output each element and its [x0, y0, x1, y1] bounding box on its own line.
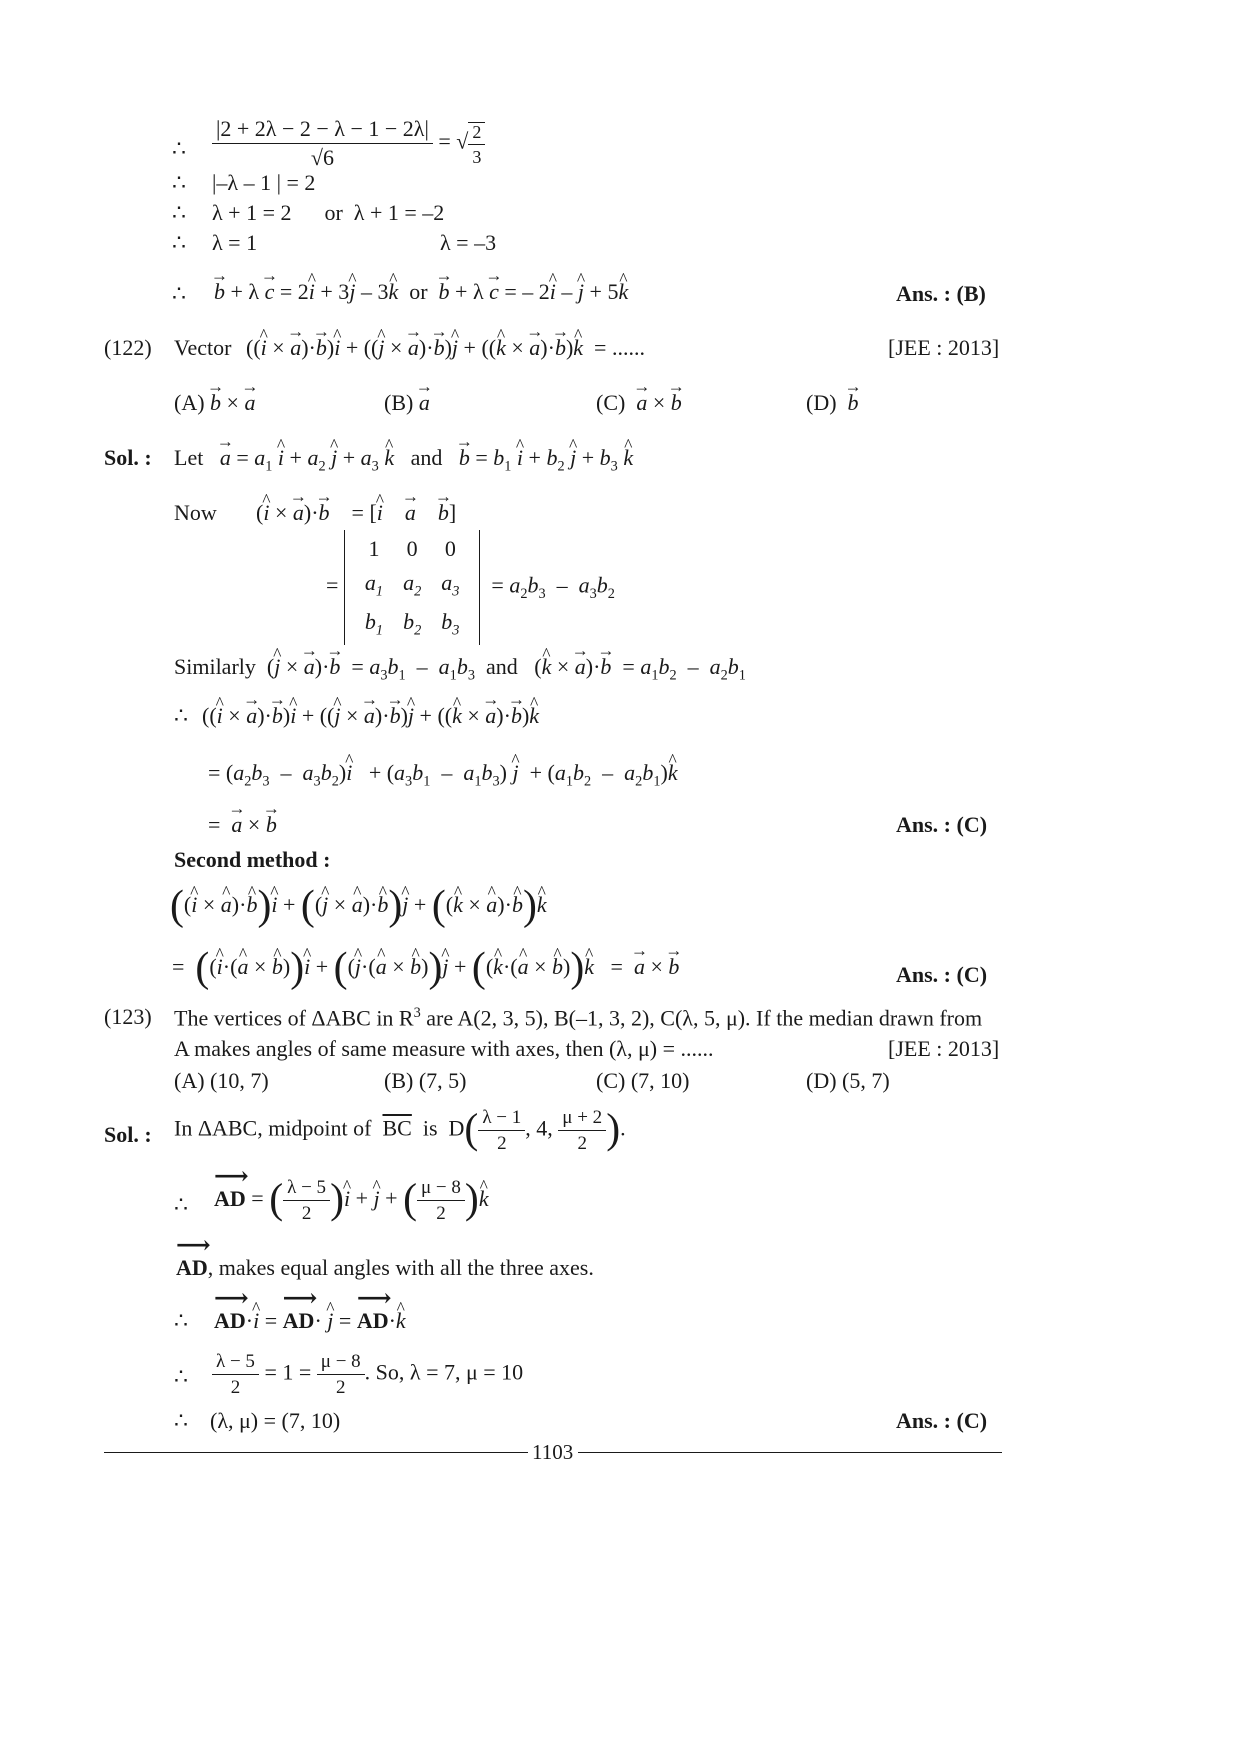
option-122-d: (D) → b [806, 392, 859, 414]
question-123-number: (123) [104, 1004, 152, 1029]
therefore-4: ∴ [172, 230, 186, 255]
solution-label-122: Sol. : [104, 445, 152, 470]
sum-expression: ((^ i × → a)·→ b)^ i + ((^ j × → a)·→ b)^ j + ((^ k × → a)·→ b)^ k [202, 705, 539, 727]
question-122-number: (122) [104, 335, 152, 360]
vector-result: → b + λ → c = 2^ i + 3^ j – 3^ k or → b + λ → c = – 2^ i – ^ j + 5^ k [214, 281, 628, 303]
option-122-a: (A) → b × → a [174, 392, 255, 414]
solution-label-123: Sol. : [104, 1122, 152, 1147]
footer-rule-right [578, 1452, 1002, 1453]
determinant: = 1 0 0 $a_1$ $a_2$ $a_3$ $b_1$ $b_2$ $b_3$ = $a_2b_3 - a_3b_2$ [326, 530, 615, 645]
question-123-exam: [JEE : 2013] [888, 1036, 1000, 1061]
therefore-6: ∴ [174, 703, 188, 728]
question-123-line1: The vertices of ΔABC in $R^3$ are A(2, 3, 5), B(–1, 3, 2), C(λ, 5, μ). If the median drawn from [174, 1005, 983, 1031]
answer-123: Ans. : (C) [896, 1408, 988, 1433]
therefore-9: ∴ [174, 1364, 188, 1389]
therefore-7: ∴ [174, 1192, 188, 1217]
question-122-lead: Vector [174, 335, 232, 360]
cross-result: = → a × → b [208, 814, 277, 836]
midpoint-line: In ΔABC, midpoint of $\overline{BC}$ is D( $\frac{\lambda - 1}{2}$ , 4, $\frac{\mu + 2}{2}$ ). [174, 1106, 626, 1154]
lambda-values: λ = 1 [212, 230, 258, 255]
second-method-line2: = ((^ i·(^ a × ^ b))^ i + ((^ j·(^ a × ^ b))^ j + ((^ k·(^ a × ^ b))^ k = → a × → b [172, 948, 679, 990]
therefore-1: ∴ [172, 136, 186, 161]
option-123-a: (A) (10, 7) [174, 1068, 269, 1093]
second-method-line1: ((^ i × ^ a)·^ b)^ i + ((^ j × ^ a)·^ b)^ j + ((^ k × ^ a)·^ b)^ k [170, 886, 547, 928]
expanded-expression: = ($a_2b_3$ – $a_3b_2)\^{}$ $i + (a_3b_1 - a_1b_3)$ ^ $j + (a_1b_2$ – $a_2b_1)\^{}$ k [208, 762, 678, 789]
final-values: (λ, μ) = (7, 10) [210, 1408, 341, 1433]
therefore-2: ∴ [172, 170, 186, 195]
footer-rule-left [104, 1452, 528, 1453]
therefore-3: ∴ [172, 200, 186, 225]
lambda-mu-eq: $\frac{\lambda - 5}{2}$ = 1 = $\frac{\mu - 8}{2}$ . So, λ = 7, μ = 10 [212, 1352, 523, 1397]
option-123-c: (C) (7, 10) [596, 1068, 690, 1093]
solution-now: Now [174, 500, 217, 525]
solution-similarly: Similarly (^ j × → $a)\cdot\to b = a_3b_1 - a_1b_3$ and (^ k × → $a)\cdot\to b = a_1b_2 - a_2b_1$ [174, 656, 746, 683]
second-method-heading: Second method : [174, 847, 331, 872]
therefore-10: ∴ [174, 1408, 188, 1433]
option-122-b: (B) → a [384, 392, 430, 414]
ad-vector: ⟶ AD = ( $\frac{\lambda - 5}{2}$ )^ i + ^ j + ( $\frac{\mu - 8}{2}$ )^ k [214, 1178, 489, 1223]
answer-121: Ans. : (B) [896, 281, 986, 306]
answer-122-second: Ans. : (C) [896, 962, 988, 987]
question-122-expression: ((^ i × → a)·→ b)^ i + ((^ j × → a)·→ b)^ j + ((^ k × → a)·→ b)^ k = ...... [246, 337, 645, 359]
box-product: (^ i × → a)·→ b = [^ i → a → b] [256, 502, 456, 524]
answer-122-first: Ans. : (C) [896, 812, 988, 837]
page-number: 1103 [532, 1440, 574, 1464]
solution-let: Let → $a = a_1$ ^ $i + a_2$ ^ $j + a_3$ ^ k and → $b = b_1$ ^ $i + b_2$ ^ $j + b_3$ ^ k [174, 447, 633, 474]
dot-equalities: ⟶ AD·^ i = ⟶ AD· ^ j = ⟶ AD·^ k [214, 1310, 406, 1332]
lambda-cases: λ + 1 = 2 or λ + 1 = –2 [212, 200, 445, 225]
therefore-8: ∴ [174, 1308, 188, 1333]
therefore-5: ∴ [172, 281, 186, 306]
question-122-exam: [JEE : 2013] [888, 335, 1000, 360]
option-123-b: (B) (7, 5) [384, 1068, 467, 1093]
option-122-c: (C) → a × → b [596, 392, 682, 414]
option-123-d: (D) (5, 7) [806, 1068, 890, 1093]
question-123-line2: A makes angles of same measure with axes, then (λ, μ) = ...... [174, 1036, 714, 1061]
fraction-lambda-eq: $\frac{|2 + 2\lambda - 2 - \lambda - 1 - 2\lambda|}{√6}$ = √ $\frac{2}{3}$ [212, 118, 485, 169]
abs-equation: |–λ – 1 | = 2 [212, 170, 316, 195]
lambda-values-2: λ = –3 [440, 230, 497, 255]
equal-angles-line: ⟶ AD, makes equal angles with all the three axes. [176, 1257, 594, 1279]
